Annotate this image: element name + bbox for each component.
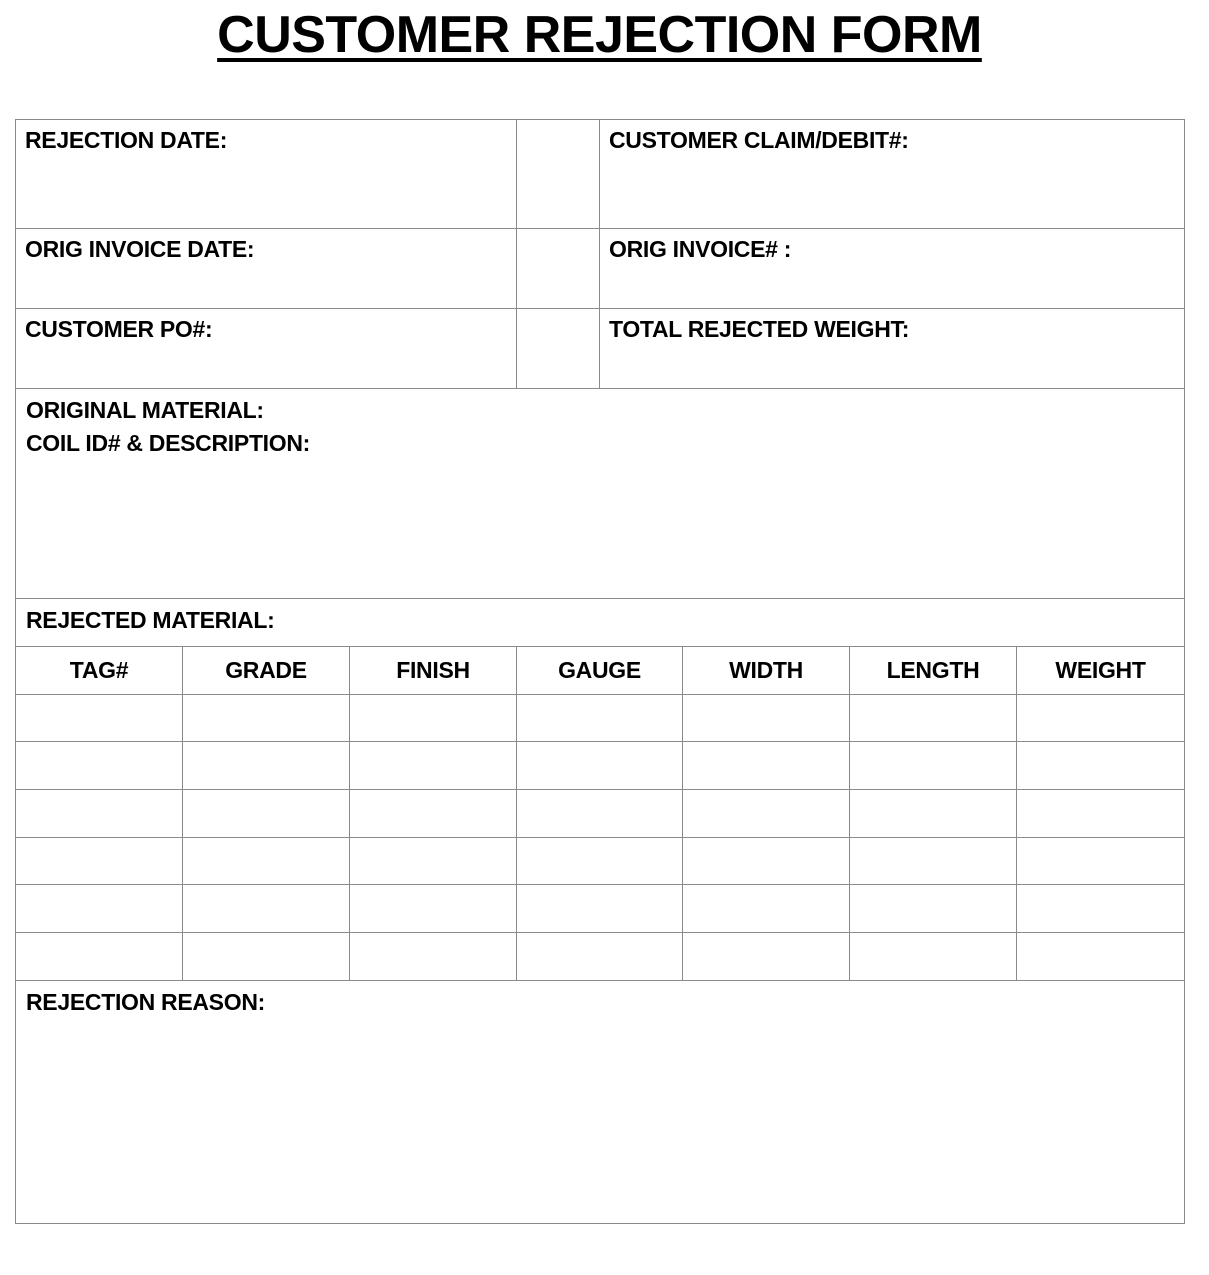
- table-row: [16, 885, 1185, 933]
- table-cell[interactable]: [683, 742, 850, 790]
- table-cell[interactable]: [183, 838, 350, 885]
- orig-invoice-date-label: ORIG INVOICE DATE:: [25, 236, 255, 262]
- column-header-grade: GRADE: [183, 647, 350, 695]
- customer-po-label: CUSTOMER PO#:: [25, 316, 213, 342]
- orig-invoice-date-field: [15, 228, 599, 266]
- table-cell[interactable]: [683, 933, 850, 981]
- table-cell[interactable]: [350, 790, 517, 838]
- table-cell[interactable]: [350, 885, 517, 933]
- table-cell[interactable]: [183, 933, 350, 981]
- orig-invoice-number-label: ORIG INVOICE# :: [609, 236, 792, 262]
- rejection-form-table: [15, 119, 1185, 1224]
- table-row: [16, 695, 1185, 742]
- table-cell[interactable]: [16, 885, 183, 933]
- table-cell[interactable]: [517, 695, 683, 742]
- column-header-gauge: GAUGE: [517, 647, 683, 695]
- table-cell[interactable]: [1017, 742, 1185, 790]
- rejection-date-label: REJECTION DATE:: [25, 127, 228, 153]
- total-rejected-weight-field: [599, 308, 1183, 346]
- table-row: [16, 933, 1185, 981]
- column-header-weight: WEIGHT: [1017, 647, 1185, 695]
- form-title: CUSTOMER REJECTION FORM: [217, 6, 982, 64]
- table-cell[interactable]: [850, 885, 1017, 933]
- orig-invoice-number-field: [599, 228, 1183, 266]
- table-cell[interactable]: [850, 695, 1017, 742]
- rejected-table-header-row: [16, 647, 1185, 695]
- table-cell[interactable]: [850, 790, 1017, 838]
- table-cell[interactable]: [183, 885, 350, 933]
- table-cell[interactable]: [850, 742, 1017, 790]
- original-material-label: ORIGINAL MATERIAL:: [26, 397, 264, 423]
- column-header-width: WIDTH: [683, 647, 850, 695]
- table-cell[interactable]: [16, 838, 183, 885]
- rejection-reason-label: REJECTION REASON:: [26, 989, 265, 1015]
- table-cell[interactable]: [183, 790, 350, 838]
- table-cell[interactable]: [350, 742, 517, 790]
- table-cell[interactable]: [517, 742, 683, 790]
- table-cell[interactable]: [350, 838, 517, 885]
- table-cell[interactable]: [850, 838, 1017, 885]
- column-header-length: LENGTH: [850, 647, 1017, 695]
- table-cell[interactable]: [350, 933, 517, 981]
- table-cell[interactable]: [183, 695, 350, 742]
- table-row: [16, 742, 1185, 790]
- coil-id-description-label: COIL ID# & DESCRIPTION:: [26, 430, 311, 456]
- table-cell[interactable]: [183, 742, 350, 790]
- table-cell[interactable]: [16, 695, 183, 742]
- table-cell[interactable]: [850, 933, 1017, 981]
- table-cell[interactable]: [517, 885, 683, 933]
- table-cell[interactable]: [16, 933, 183, 981]
- table-cell[interactable]: [683, 790, 850, 838]
- table-cell[interactable]: [683, 695, 850, 742]
- table-cell[interactable]: [16, 790, 183, 838]
- table-cell[interactable]: [517, 790, 683, 838]
- table-cell[interactable]: [1017, 885, 1185, 933]
- table-cell[interactable]: [350, 695, 517, 742]
- rejection-date-field: [15, 119, 599, 157]
- table-cell[interactable]: [1017, 838, 1185, 885]
- table-cell[interactable]: [683, 885, 850, 933]
- original-material-cell[interactable]: [16, 389, 1185, 599]
- table-cell[interactable]: [517, 933, 683, 981]
- table-cell[interactable]: [517, 838, 683, 885]
- table-cell[interactable]: [683, 838, 850, 885]
- column-divider: [599, 119, 600, 389]
- customer-claim-field: [599, 119, 1183, 157]
- customer-po-field: [15, 308, 599, 346]
- column-header-tag: TAG#: [16, 647, 183, 695]
- customer-claim-label: CUSTOMER CLAIM/DEBIT#:: [609, 127, 909, 153]
- table-cell[interactable]: [1017, 695, 1185, 742]
- total-rejected-weight-label: TOTAL REJECTED WEIGHT:: [609, 316, 910, 342]
- rejection-reason-cell[interactable]: [16, 981, 1185, 1224]
- rejected-material-label: REJECTED MATERIAL:: [26, 607, 275, 633]
- column-header-finish: FINISH: [350, 647, 517, 695]
- table-cell[interactable]: [1017, 933, 1185, 981]
- table-row: [16, 838, 1185, 885]
- table-cell[interactable]: [1017, 790, 1185, 838]
- rejected-material-cell: [16, 599, 1185, 647]
- table-cell[interactable]: [16, 742, 183, 790]
- table-row: [16, 790, 1185, 838]
